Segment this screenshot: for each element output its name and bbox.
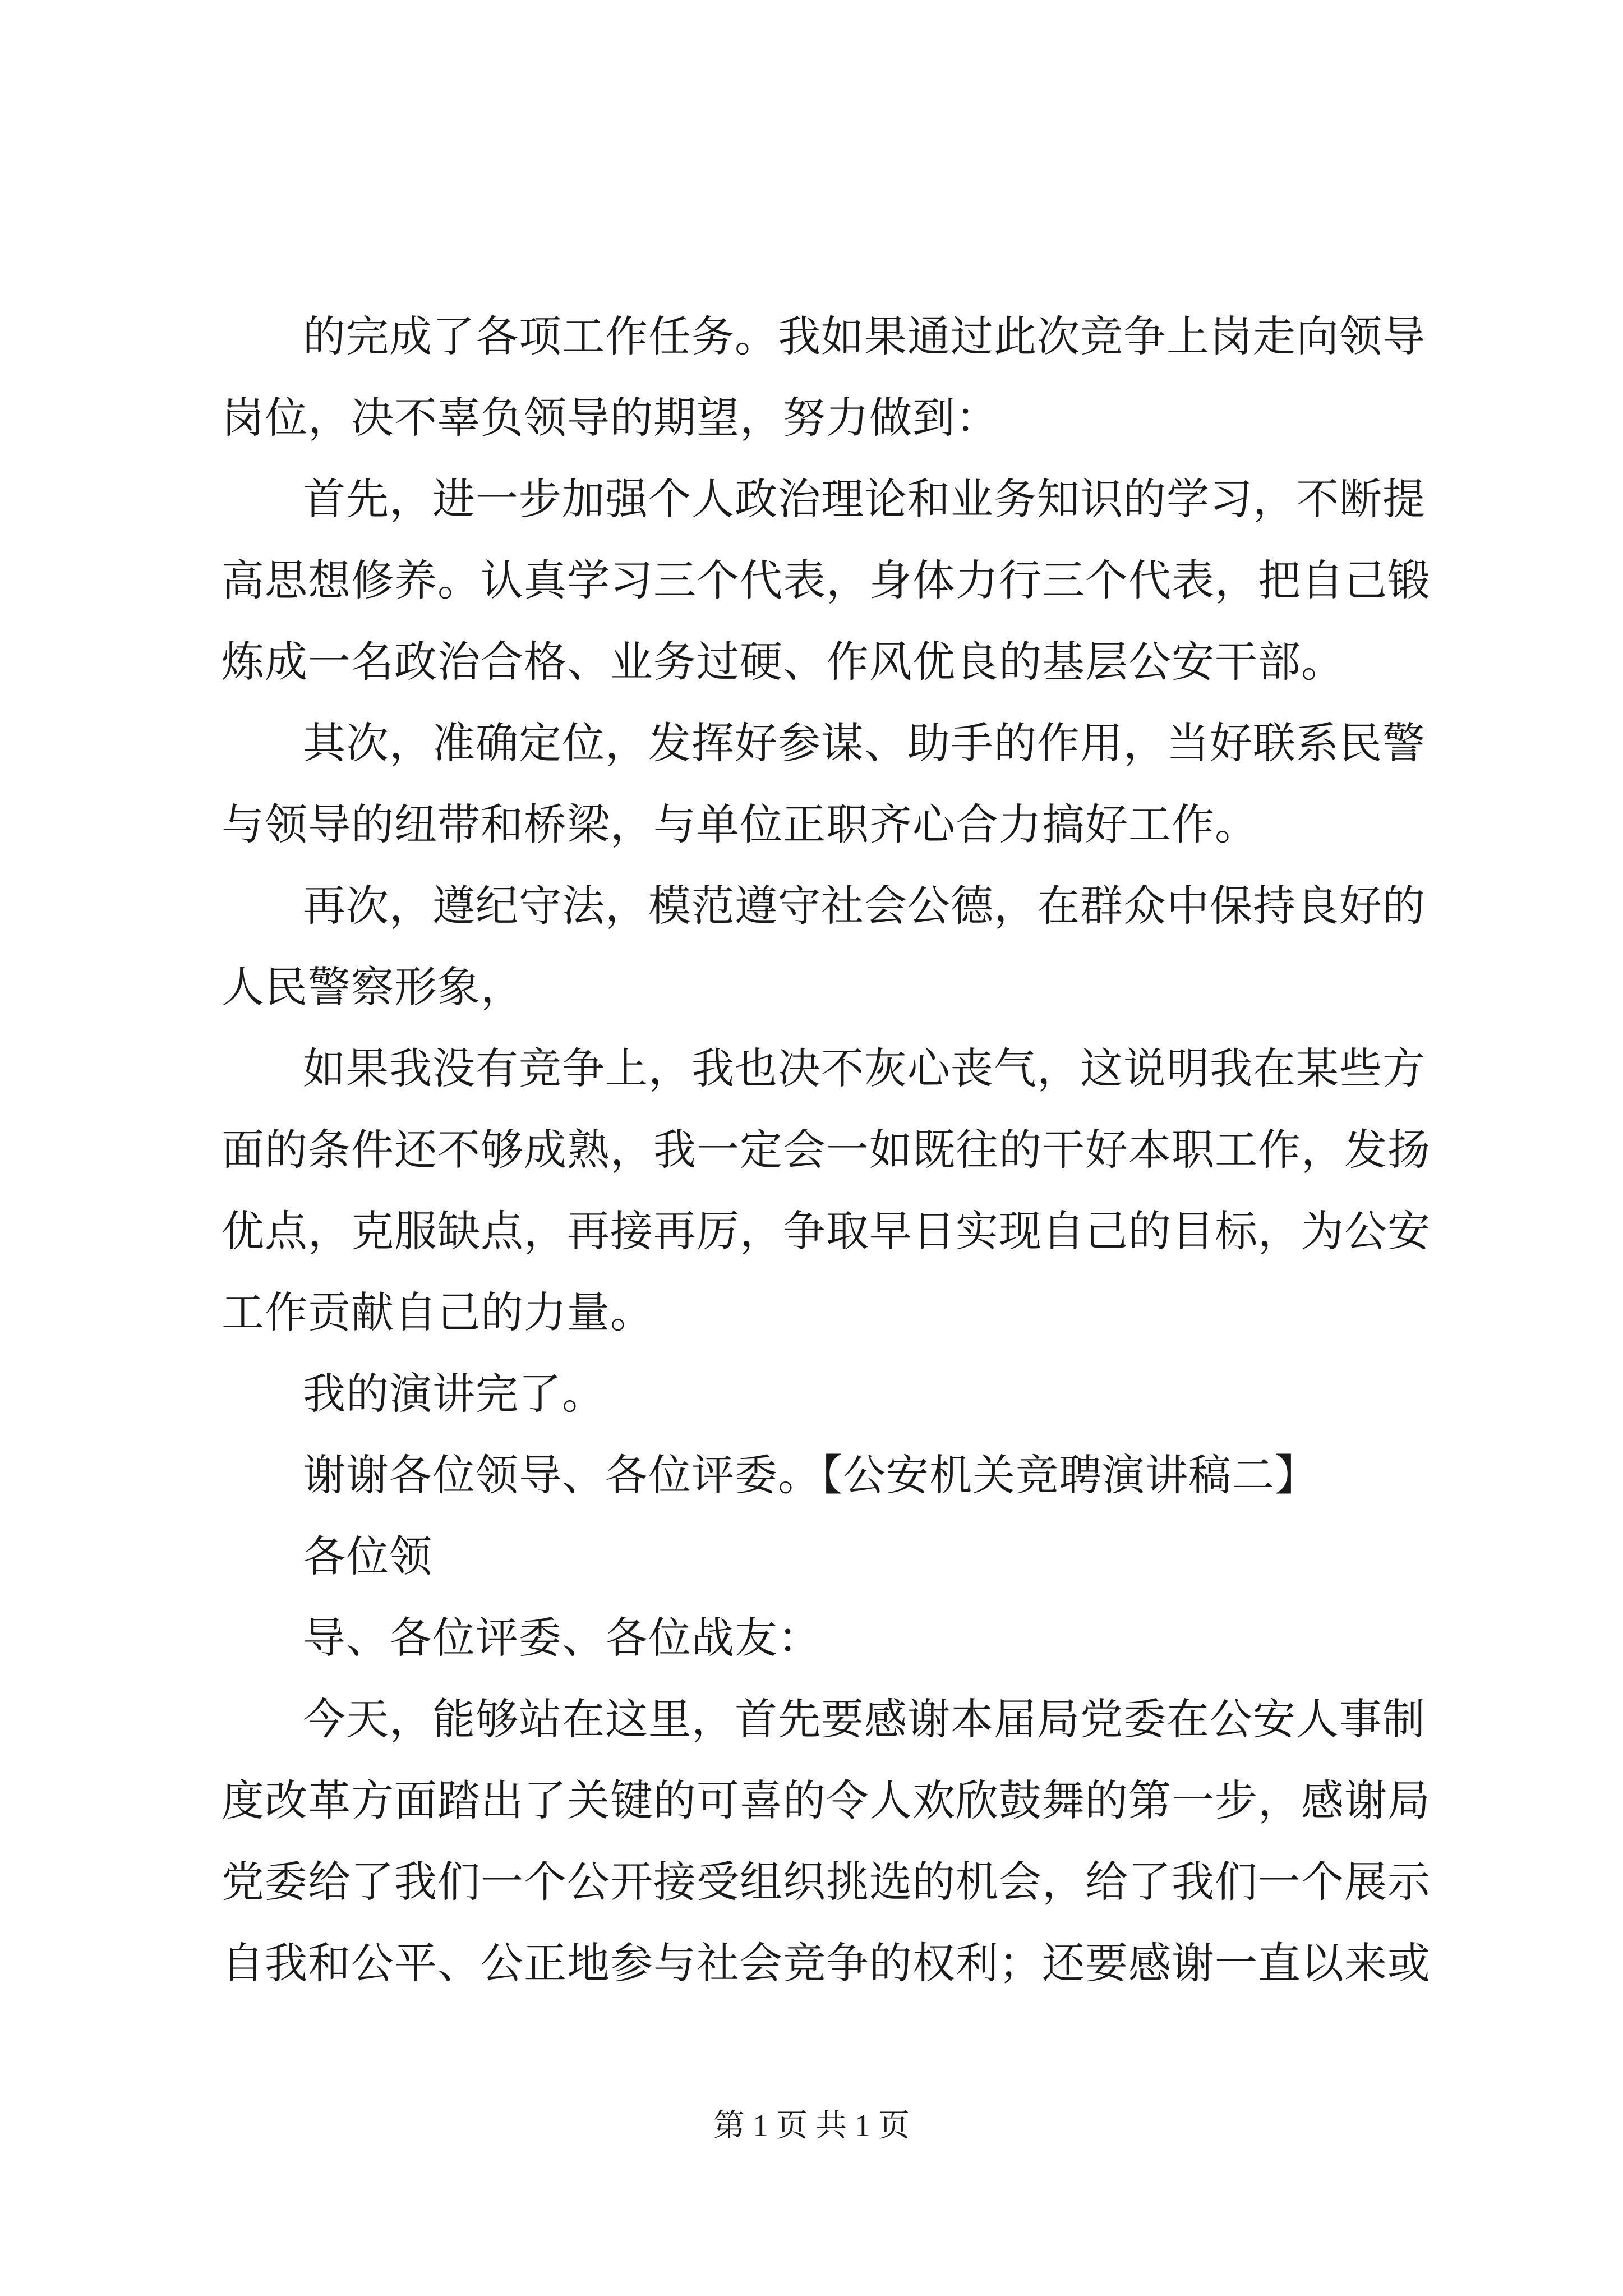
text-line: 各位领 xyxy=(303,1531,432,1581)
text-line: 岗位，决不辜负领导的期望，努力做到： xyxy=(222,393,999,443)
text-line: 导、各位评委、各位战友： xyxy=(303,1613,821,1663)
text-line: 与领导的纽带和桥梁，与单位正职齐心合力搞好工作。 xyxy=(222,799,1258,849)
text-line: 人民警察形象， xyxy=(222,962,524,1012)
text-line: 度改革方面踏出了关键的可喜的令人欢欣鼓舞的第一步，感谢局 xyxy=(222,1775,1431,1825)
text-line: 优点，克服缺点，再接再厉，争取早日实现自己的目标，为公安 xyxy=(222,1206,1431,1256)
text-line: 其次，准确定位，发挥好参谋、助手的作用，当好联系民警 xyxy=(303,718,1426,768)
text-line: 再次，遵纪守法，模范遵守社会公德，在群众中保持良好的 xyxy=(303,881,1426,931)
text-line: 自我和公平、公正地参与社会竞争的权利；还要感谢一直以来或 xyxy=(222,1938,1431,1988)
text-line: 如果我没有竞争上，我也决不灰心丧气，这说明我在某些方 xyxy=(303,1043,1426,1093)
page-number-footer: 第 1 页 共 1 页 xyxy=(713,2109,910,2143)
text-line: 首先，进一步加强个人政治理论和业务知识的学习，不断提 xyxy=(303,474,1426,524)
text-line: 的完成了各项工作任务。我如果通过此次竞争上岗走向领导 xyxy=(303,311,1426,361)
text-line: 高思想修养。认真学习三个代表，身体力行三个代表，把自己锻 xyxy=(222,555,1431,605)
text-line: 我的演讲完了。 xyxy=(303,1369,605,1419)
text-line: 今天，能够站在这里，首先要感谢本届局党委在公安人事制 xyxy=(303,1694,1426,1744)
text-line: 工作贡献自己的力量。 xyxy=(222,1287,653,1337)
text-line: 面的条件还不够成熟，我一定会一如既往的干好本职工作，发扬 xyxy=(222,1125,1431,1175)
text-line: 党委给了我们一个公开接受组织挑选的机会，给了我们一个展示 xyxy=(222,1857,1431,1907)
text-line: 谢谢各位领导、各位评委。【公安机关竞聘演讲稿二】 xyxy=(303,1450,1318,1500)
text-line: 炼成一名政治合格、业务过硬、作风优良的基层公安干部。 xyxy=(222,637,1344,687)
